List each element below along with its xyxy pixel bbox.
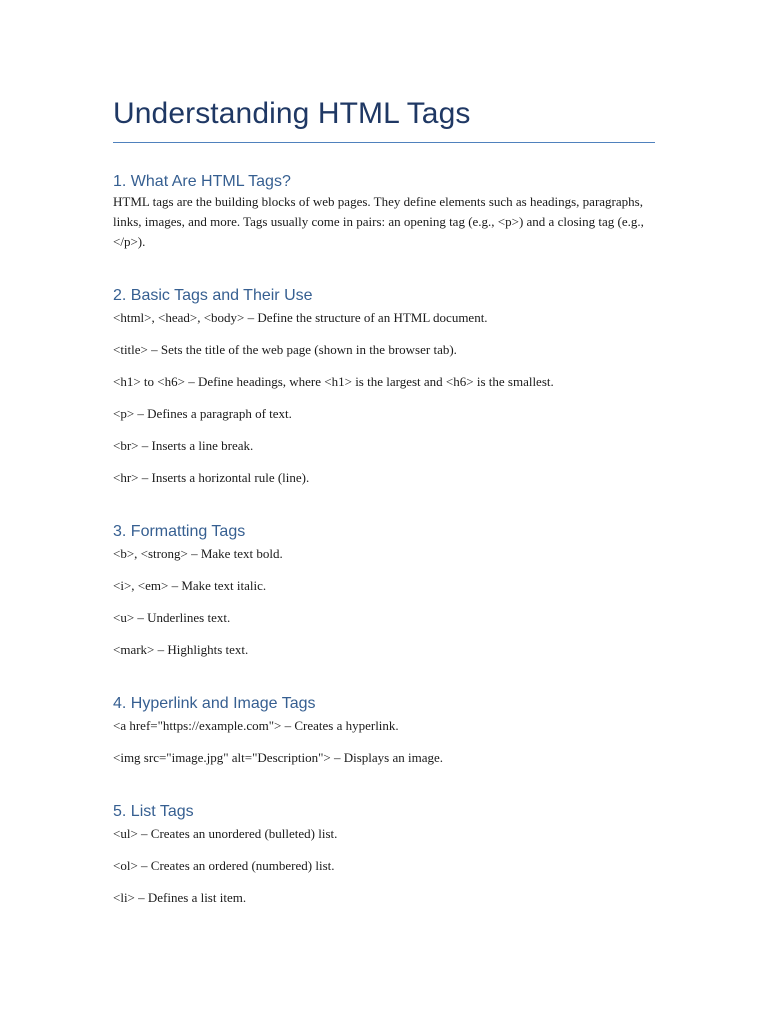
list-item: <html>, <head>, <body> – Define the structure of an HTML document. — [113, 310, 488, 325]
list-item: <i>, <em> – Make text italic. — [113, 578, 267, 593]
list-item: <b>, <strong> – Make text bold. — [113, 546, 283, 561]
section-heading: 4. Hyperlink and Image Tags — [113, 695, 316, 712]
section-heading: 2. Basic Tags and Their Use — [113, 287, 313, 304]
section-formatting-tags — [113, 522, 655, 660]
document-page — [113, 96, 655, 905]
list-item: <mark> – Highlights text. — [113, 642, 249, 657]
list-item: <hr> – Inserts a horizontal rule (line). — [113, 470, 310, 485]
list-item: <p> – Defines a paragraph of text. — [113, 406, 292, 421]
section-paragraph: HTML tags are the building blocks of web pages. They define elements such as headings, paragraphs, links, images, and more. Tags usually come in pairs: an opening tag (e.g., <p>) and a closing tag (e.g., </p>). — [113, 194, 644, 249]
list-item: <br> – Inserts a line break. — [113, 438, 254, 453]
list-item: <h1> to <h6> – Define headings, where <h1> is the largest and <h6> is the smallest. — [113, 374, 554, 389]
document-title: Understanding HTML Tags — [113, 96, 655, 143]
list-item: <u> – Underlines text. — [113, 610, 231, 625]
list-item: <ul> – Creates an unordered (bulleted) list. — [113, 826, 338, 841]
section-heading: 3. Formatting Tags — [113, 523, 246, 540]
list-item: <li> – Defines a list item. — [113, 890, 247, 905]
list-item: <ol> – Creates an ordered (numbered) list. — [113, 858, 335, 873]
section-basic-tags — [113, 286, 655, 488]
list-item: <title> – Sets the title of the web page (shown in the browser tab). — [113, 342, 457, 357]
section-what-are-html-tags — [113, 172, 655, 252]
section-list-tags — [113, 802, 655, 908]
list-item: <img src="image.jpg" alt="Description"> – Displays an image. — [113, 750, 443, 765]
section-hyperlink-image-tags — [113, 694, 655, 768]
list-item: <a href="https://example.com"> – Creates a hyperlink. — [113, 718, 399, 733]
section-heading: 5. List Tags — [113, 803, 194, 820]
section-heading: 1. What Are HTML Tags? — [113, 173, 291, 190]
